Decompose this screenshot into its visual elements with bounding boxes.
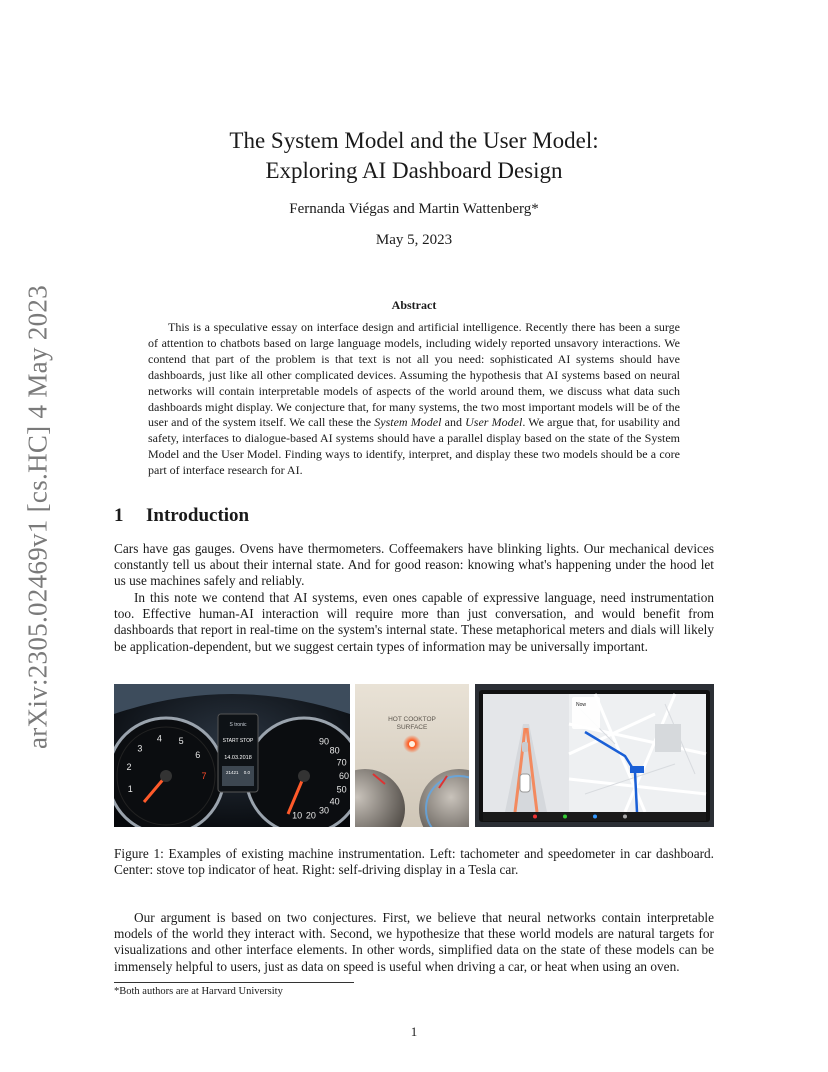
gauge-tick-label: 6 (195, 750, 201, 761)
gauge-tick-label: 10 (292, 810, 303, 821)
gauge-tick-label: 5 (178, 736, 184, 747)
gauge-tick-label: 30 (318, 805, 330, 816)
gauge-tick-label: 20 (305, 810, 316, 821)
car-dashboard-illustration (114, 684, 350, 827)
gauge-tick-label: 7 (201, 771, 207, 781)
section-title: Introduction (146, 505, 250, 526)
tesla-display-photo (475, 684, 714, 827)
dashboard-screen-date: 14.03.2018 (224, 755, 252, 761)
user-model-term: User Model (465, 415, 523, 430)
paragraph-2: In this note we contend that AI systems, even ones capable of expressive language, need instrumentation too. Effective human-AI interaction will require more than just conversation, and would benefit from dashboards that report in real-time on the system's internal state. These metaphorical meters and dials will likely be application-dependent, but we suggest certain types of information may be universally important. (114, 590, 714, 654)
title-line-1: The System Model and the User Model: (229, 128, 599, 153)
gauge-tick-label: 2 (126, 762, 132, 773)
gauge-tick-label: 1 (127, 784, 133, 794)
authors: Fernanda Viégas and Martin Wattenberg* (289, 201, 539, 217)
figure-caption: Figure 1: Examples of existing machine instrumentation. Left: tachometer and speedometer in car dashboard. Center: stove top indicator of heat. Right: self-driving display in a Tesla car. (114, 846, 714, 878)
gauge-tick-label: 90 (318, 736, 330, 747)
car-dashboard-photo (114, 684, 350, 827)
gauge-tick-label: 70 (336, 757, 347, 768)
tesla-display-illustration (475, 684, 714, 827)
arxiv-sidebar (22, 282, 54, 752)
abstract-heading: Abstract (391, 298, 437, 312)
dashboard-screen-brand: S tronic (229, 722, 247, 728)
stove-photo (355, 684, 469, 827)
footnote-rule (114, 982, 354, 983)
title-line-2: Exploring AI Dashboard Design (265, 158, 563, 183)
section-number: 1 (114, 505, 124, 526)
paragraph-1: Cars have gas gauges. Ovens have thermometers. Coffeemakers have blinking lights. Our mechanical devices constantly tell us about their internal state. And for good reason: knowing what's happening under the hood let us use machines safely and reliably. (114, 541, 714, 589)
section-heading (114, 505, 249, 527)
footnote: *Both authors are at Harvard University (114, 986, 283, 997)
paragraph-3: Our argument is based on two conjectures. First, we believe that neural networks contain interpretable models of the world they interact with. Second, we hypothesize that these world models are natural targets for visualizations and other interface elements. In other words, simplified data on the state of these models can be immensely helpful to users, just as data on speed is useful when driving a car, or heat when using an oven. (114, 910, 714, 974)
gauge-tick-label: 4 (156, 733, 162, 744)
abstract-text: This is a speculative essay on interface design and artificial intelligence. Recently there has been a surge of attention to chatbots based on large language models, including widely reported unsavory interactions. We contend that part of the problem is that text is not all you need: sophisticated AI systems should have dashboards, just like all other complicated devices. Assuming the hypothesis that AI systems based on neural networks will contain interpretable models of aspects of the world around them, we discuss what data such dashboards might display. We conjecture that, for many systems, the two most important models will be of the user and of the system itself. We call these the System Model and User Model. We argue that, for usability and safety, interfaces to dialogue-based AI systems should have a parallel display based on the state of the System Model and the User Model. Finding ways to identify, interpret, and display these two models should be a core part of interface research for AI. (148, 320, 680, 478)
paper-title (114, 126, 714, 186)
dashboard-screen-odometer: 21421 (226, 770, 239, 775)
page-number: 1 (410, 1024, 418, 1039)
dashboard-screen-mode: START STOP (222, 738, 254, 744)
stove-illustration (355, 684, 469, 827)
gauge-tick-label: 40 (329, 796, 340, 807)
stove-label-line-1: HOT COOKTOP (388, 716, 436, 723)
gauge-tick-label: 3 (137, 743, 143, 754)
date: May 5, 2023 (375, 232, 453, 248)
gauge-tick-label: 80 (329, 745, 340, 756)
arxiv-id: arXiv:2305.02469v1 [cs.HC] 4 May 2023 (22, 284, 53, 750)
stove-label-line-2: SURFACE (396, 724, 428, 731)
gauge-tick-label: 60 (338, 771, 350, 781)
system-model-term: System Model (374, 415, 442, 430)
dashboard-screen-trip: 0.0 (243, 770, 250, 775)
nav-card-title: Now (576, 702, 587, 708)
gauge-tick-label: 50 (336, 784, 347, 795)
